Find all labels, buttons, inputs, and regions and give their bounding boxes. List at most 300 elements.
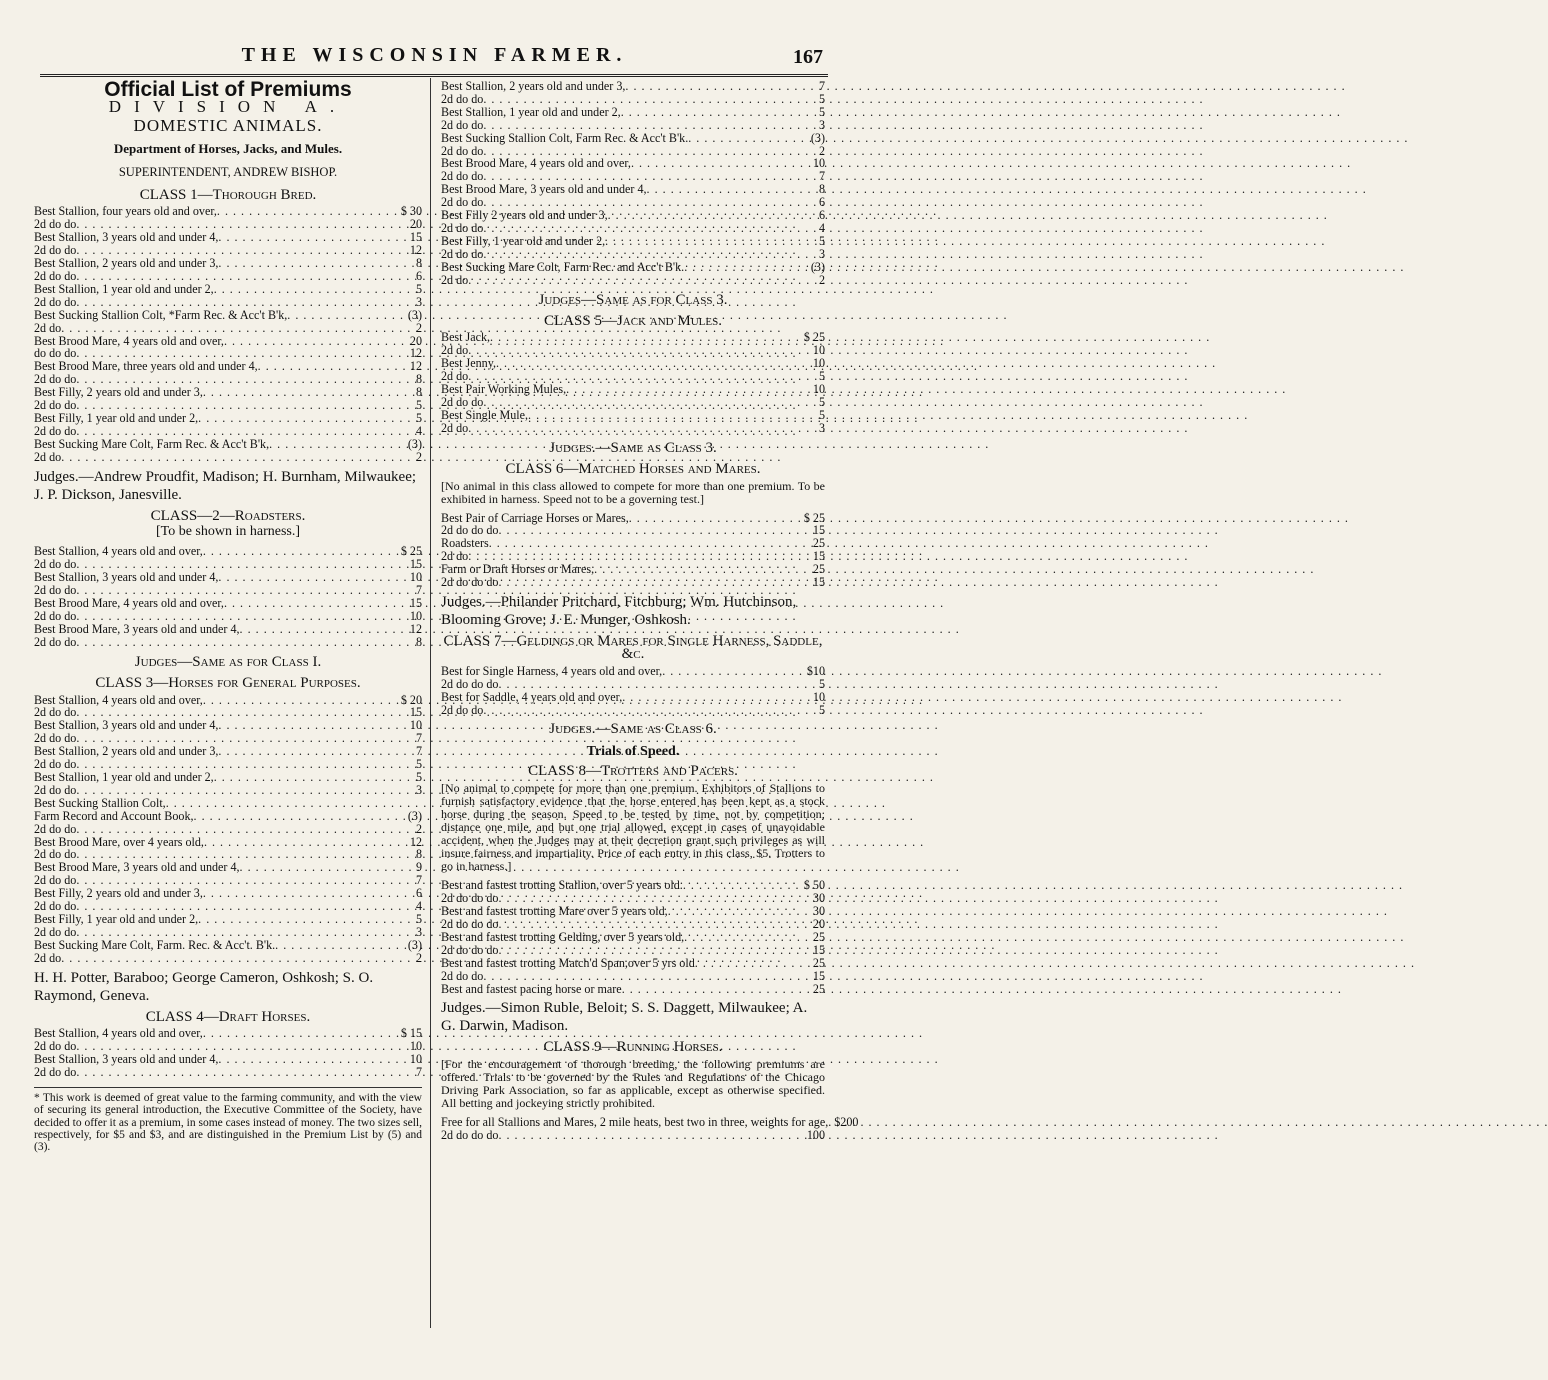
premium-amount: (3) bbox=[810, 130, 825, 145]
page-number: 167 bbox=[793, 46, 823, 68]
premium-label: 2d do do bbox=[34, 372, 77, 387]
premium-label: Best Stallion, 2 years old and under 3, bbox=[441, 79, 626, 93]
premium-row bbox=[441, 222, 825, 235]
premium-row bbox=[441, 918, 825, 931]
premium-amount: 25 bbox=[812, 955, 825, 970]
premium-label: Best Filly 2 years old and under 3, bbox=[441, 208, 608, 223]
department-title: Department of Horses, Jacks, and Mules. bbox=[113, 140, 343, 156]
dot-leader bbox=[622, 691, 811, 704]
dot-leader bbox=[483, 222, 817, 235]
premium-label: Best Stallion, 2 years old and under 3, bbox=[34, 256, 219, 271]
premium-list bbox=[34, 694, 422, 965]
premium-row bbox=[441, 383, 825, 396]
premium-amount: 12 bbox=[409, 243, 422, 258]
class-heading: CLASS 1—Thorough Bred. bbox=[139, 186, 317, 203]
premium-amount: 20 bbox=[409, 333, 422, 348]
premium-amount: 12 bbox=[409, 346, 422, 361]
premium-amount: 5 bbox=[415, 769, 422, 784]
premium-amount: 4 bbox=[818, 220, 825, 235]
premium-label: Best and fastest trotting Stallion, over 5 years old. bbox=[441, 878, 683, 893]
premium-label: Best Jack, bbox=[441, 330, 491, 345]
premium-list bbox=[34, 205, 422, 463]
header-rule bbox=[40, 74, 828, 77]
premium-label: 2d do do do bbox=[441, 575, 499, 590]
dot-leader bbox=[483, 704, 817, 717]
premium-amount: 2 bbox=[415, 821, 422, 836]
premium-amount: 10 bbox=[812, 382, 825, 397]
premium-row bbox=[34, 309, 422, 322]
premium-amount: 4 bbox=[415, 423, 422, 438]
superintendent: SUPERINTENDENT, ANDREW BISHOP. bbox=[118, 164, 338, 179]
premium-amount: 30 bbox=[812, 904, 825, 919]
running-head: THE WISCONSIN FARMER. bbox=[241, 44, 628, 66]
judges: H. H. Potter, Baraboo; George Cameron, Oshkosh; S. O. Raymond, Geneva. bbox=[34, 969, 374, 1004]
premium-amount: 2 bbox=[415, 320, 422, 335]
premium-label: Best Stallion, 3 years old and under 4, bbox=[34, 1052, 219, 1067]
class-note: [No animal to compete for more than one premium. Exhibitors of Stallions to furnish satisfactory evidence that the horse entered has been kept as a stock horse during the season. Speed to be tested by time, not by competition; distance one mile, and but one trial allowed, except in cases of unavoidable accident, when the Judges may at their decretion grant such privileges as will insure fairness and impartiality. Price of each entry in this class, $5. Trotters to go in harness.] bbox=[441, 781, 825, 874]
premium-amount: 6 bbox=[818, 208, 825, 223]
premium-amount: $200 bbox=[834, 1115, 859, 1130]
premium-amount: 12 bbox=[409, 834, 422, 849]
premium-amount: 15 bbox=[812, 968, 825, 983]
premium-row bbox=[34, 926, 422, 939]
premium-amount: 3 bbox=[818, 246, 825, 261]
dot-leader bbox=[194, 810, 406, 823]
premium-label: 2d do do do bbox=[441, 916, 499, 931]
dot-leader bbox=[214, 283, 414, 296]
premium-amount: 5 bbox=[818, 702, 825, 717]
premium-label: Best Sucking Stallion Colt, Farm Rec. & Acc't B'k. bbox=[441, 130, 689, 145]
premium-amount: 7 bbox=[415, 744, 422, 759]
premium-label: Best Brood Mare, 4 years old and over, bbox=[34, 596, 224, 610]
dot-leader bbox=[76, 296, 414, 309]
premium-row bbox=[34, 425, 422, 438]
premium-label: 2d do do bbox=[34, 423, 77, 438]
dot-leader bbox=[76, 425, 414, 438]
premium-list bbox=[34, 545, 422, 648]
dot-leader bbox=[498, 918, 810, 931]
premium-label: Best and fastest trotting Gelding, over 5 years old, bbox=[441, 929, 685, 944]
premium-row bbox=[34, 451, 422, 464]
premium-amount: 7 bbox=[415, 731, 422, 746]
premium-amount: 3 bbox=[818, 420, 825, 435]
premium-label: 2d do do bbox=[34, 634, 77, 649]
judges: Judges—Same as for Class 3. bbox=[538, 291, 728, 308]
dot-leader bbox=[688, 132, 809, 145]
premium-label: Best Pair of Carriage Horses or Mares, bbox=[441, 510, 629, 525]
premium-label: 2d do do bbox=[34, 557, 77, 572]
premium-label: Best Filly, 1 year old and under 2, bbox=[34, 911, 199, 926]
premium-label: 2d do do bbox=[441, 143, 484, 158]
premium-row bbox=[441, 235, 825, 248]
dot-leader bbox=[695, 957, 811, 970]
premium-amount: $10 bbox=[806, 663, 825, 678]
premium-amount: 2 bbox=[818, 272, 825, 287]
dot-leader bbox=[605, 235, 817, 248]
premium-amount: 15 bbox=[409, 596, 422, 610]
dot-leader bbox=[61, 952, 414, 965]
premium-row bbox=[34, 771, 422, 784]
premium-label: Best Brood Mare, 4 years old and over, bbox=[34, 333, 224, 348]
premium-amount: 5 bbox=[818, 369, 825, 384]
dot-leader bbox=[198, 913, 414, 926]
class-note: [No animal in this class allowed to compete for more than one premium. To be exhibited in harness. Speed not to be a governing test.] bbox=[441, 478, 825, 506]
premium-amount: 3 bbox=[415, 782, 422, 797]
premium-label: Best Brood Mare, 3 years old and under 4, bbox=[34, 860, 240, 875]
premium-amount: 12 bbox=[409, 359, 422, 374]
premium-label: 2d do do do bbox=[441, 523, 499, 538]
dot-leader bbox=[240, 623, 408, 636]
class-heading: CLASS 3—Horses for General Purposes. bbox=[95, 674, 361, 691]
judges: Judges.—Same as Class 6. bbox=[549, 721, 717, 738]
premium-label: 2d do do bbox=[441, 117, 484, 132]
premium-amount: 7 bbox=[415, 1065, 422, 1080]
premium-label: Best Sucking Mare Colt, Farm Rec. and Acc't B'k. bbox=[441, 259, 685, 274]
premium-row bbox=[441, 957, 825, 970]
premium-label: Best Filly, 1 year old and under 2, bbox=[34, 410, 199, 425]
premium-label: 2d do do bbox=[34, 217, 77, 232]
premium-amount: 5 bbox=[415, 757, 422, 772]
premium-label: 2d do bbox=[441, 369, 469, 384]
premium-label: Best Sucking Mare Colt, Farm Rec. & Acc't B'k, bbox=[34, 436, 270, 451]
premium-label: 2d do do bbox=[441, 702, 484, 717]
dot-leader bbox=[76, 610, 408, 623]
dot-leader bbox=[483, 93, 817, 106]
premium-label: 2d do do do bbox=[441, 891, 499, 906]
dot-leader bbox=[76, 900, 414, 913]
left-column bbox=[34, 80, 422, 1153]
premium-row bbox=[34, 597, 422, 610]
dot-leader bbox=[528, 409, 817, 422]
dot-leader bbox=[76, 1066, 414, 1079]
dot-leader bbox=[468, 422, 817, 435]
premium-amount: (3) bbox=[810, 259, 825, 274]
premium-amount: 6 bbox=[415, 268, 422, 283]
premium-row bbox=[441, 704, 825, 717]
premium-amount: 5 bbox=[818, 676, 825, 691]
premium-label: 2d do do bbox=[34, 1065, 77, 1080]
premium-row bbox=[34, 939, 422, 952]
dot-leader bbox=[76, 399, 414, 412]
dot-leader bbox=[275, 939, 406, 952]
premium-label: Best Single Mule, bbox=[441, 407, 529, 422]
premium-row bbox=[34, 322, 422, 335]
premium-label: Best Sucking Mare Colt, Farm. Rec. & Acc't. B'k. bbox=[34, 937, 276, 952]
premium-amount: 12 bbox=[409, 621, 422, 636]
class-heading: CLASS 6—Matched Horses and Mares. bbox=[505, 460, 761, 477]
right-column bbox=[441, 79, 859, 1143]
premium-row bbox=[34, 900, 422, 913]
judges: Judges.—Same as Class 3. bbox=[549, 439, 717, 456]
premium-label: 2d do do do bbox=[441, 676, 499, 691]
premium-label: 2d do do bbox=[34, 583, 77, 598]
premium-label: 2d do do bbox=[34, 899, 77, 914]
premium-amount: 7 bbox=[415, 583, 422, 598]
premium-amount: 8 bbox=[415, 634, 422, 649]
premium-label: Roadsters bbox=[441, 536, 489, 551]
premium-label: 2d do do bbox=[34, 243, 77, 258]
premium-label: 2d do do bbox=[34, 757, 77, 772]
premium-amount: 10 bbox=[409, 570, 422, 585]
premium-list bbox=[441, 331, 825, 434]
premium-amount: 6 bbox=[415, 886, 422, 901]
premium-row bbox=[441, 576, 825, 589]
dot-leader bbox=[483, 396, 817, 409]
premium-label: Best for Saddle, 4 years old and over, bbox=[441, 689, 623, 704]
premium-amount: $ 30 bbox=[400, 204, 422, 219]
premium-row bbox=[34, 270, 422, 283]
dot-leader bbox=[61, 322, 414, 335]
premium-amount: $ 15 bbox=[400, 1026, 422, 1041]
premium-label: 2d do do bbox=[441, 195, 484, 210]
premium-amount: 15 bbox=[409, 230, 422, 245]
premium-label: 2d do bbox=[441, 272, 469, 287]
premium-label: 2d do do bbox=[34, 294, 77, 309]
premium-label: 2d do bbox=[441, 343, 469, 358]
dot-leader bbox=[566, 383, 811, 396]
premium-amount: 20 bbox=[812, 916, 825, 931]
premium-amount: 3 bbox=[415, 924, 422, 939]
premium-amount: 3 bbox=[818, 117, 825, 132]
class-note: [For the encouragement of thorough breeding, the following premiums are offered. Trials to be governed by the Rules and Regulations of the Chicago Driving Park Association, so far as applicable, except as otherwise specified. All betting and jockeying strictly prohibited. bbox=[441, 1057, 825, 1111]
dot-leader bbox=[224, 597, 408, 610]
premium-label: Best and fastest trotting Match'd Span,over 5 yrs old bbox=[441, 955, 695, 970]
premium-row bbox=[441, 970, 825, 983]
premium-label: 2d do do bbox=[34, 782, 77, 797]
premium-row bbox=[441, 944, 825, 957]
premium-amount: 25 bbox=[812, 981, 825, 996]
dot-leader bbox=[166, 797, 420, 810]
premium-amount: 9 bbox=[415, 860, 422, 875]
dot-leader bbox=[498, 576, 810, 589]
premium-row bbox=[441, 396, 825, 409]
premium-label: 2d do bbox=[34, 950, 62, 965]
premium-label: Best Brood Mare, three years old and under 4, bbox=[34, 359, 258, 374]
premium-list bbox=[441, 80, 825, 287]
premium-row bbox=[441, 119, 825, 132]
premium-row bbox=[441, 261, 825, 274]
dot-leader bbox=[662, 665, 805, 678]
premium-amount: 15 bbox=[409, 557, 422, 572]
premium-amount: 5 bbox=[415, 398, 422, 413]
class-heading: CLASS 9—Running Horses. bbox=[543, 1039, 723, 1056]
premium-amount: 10 bbox=[812, 156, 825, 171]
judges: Judges.—Simon Ruble, Beloit; S. S. Daggett, Milwaukee; A. G. Darwin, Madison. bbox=[441, 1000, 808, 1035]
premium-row bbox=[34, 797, 422, 810]
premium-row bbox=[441, 106, 825, 119]
premium-amount: 3 bbox=[415, 294, 422, 309]
premium-list bbox=[441, 879, 825, 995]
dot-leader bbox=[498, 944, 810, 957]
premium-label: Best Filly, 2 years old and under 3, bbox=[34, 385, 203, 400]
premium-row bbox=[34, 623, 422, 636]
dot-leader bbox=[61, 451, 414, 464]
premium-label: Best Sucking Stallion Colt, *Farm Rec. & Acc't B'k, bbox=[34, 307, 288, 322]
premium-amount: $ 25 bbox=[803, 330, 825, 345]
premium-amount: 7 bbox=[818, 169, 825, 184]
premium-label: Best Stallion, 1 year old and under 2, bbox=[34, 769, 214, 784]
premium-amount: 100 bbox=[806, 1128, 825, 1143]
premium-amount: 15 bbox=[409, 705, 422, 720]
premium-amount: 5 bbox=[818, 394, 825, 409]
premium-amount: 8 bbox=[818, 182, 825, 197]
dot-leader bbox=[76, 636, 414, 649]
premium-label: 2d do bbox=[34, 320, 62, 335]
premium-label: Best Brood Mare, 3 years old and under 4, bbox=[34, 621, 240, 636]
dot-leader bbox=[76, 926, 414, 939]
dot-leader bbox=[684, 931, 811, 944]
premium-label: Best Brood Mare, 3 years old and under 4, bbox=[441, 182, 647, 197]
dot-leader bbox=[198, 412, 414, 425]
premium-label: 2d do do bbox=[34, 608, 77, 623]
premium-row bbox=[34, 610, 422, 623]
premium-row bbox=[34, 283, 422, 296]
premium-label: 2d do bbox=[34, 449, 62, 464]
premium-row bbox=[34, 399, 422, 412]
premium-amount: 10 bbox=[812, 689, 825, 704]
premium-row bbox=[34, 438, 422, 451]
premium-label: Best Stallion, 3 years old and under 4, bbox=[34, 718, 219, 733]
premium-row bbox=[34, 952, 422, 965]
dot-leader bbox=[498, 678, 817, 691]
premium-amount: 10 bbox=[812, 356, 825, 371]
premium-label: 2d do do bbox=[34, 268, 77, 283]
premium-label: Farm Record and Account Book, bbox=[34, 808, 194, 823]
premium-amount: 8 bbox=[415, 372, 422, 387]
premium-row bbox=[441, 248, 825, 261]
premium-amount: (3) bbox=[407, 808, 422, 823]
premium-label: 2d do do bbox=[441, 169, 484, 184]
premium-amount: 5 bbox=[818, 407, 825, 422]
premium-label: 2d do do bbox=[441, 246, 484, 261]
premium-label: 2d do do bbox=[34, 873, 77, 888]
premium-amount: 15 bbox=[812, 523, 825, 538]
premium-amount: 15 bbox=[812, 942, 825, 957]
judges: Judges.—Philander Pritchard, Fitchburg; Wm. Hutchinson, Blooming Grove; J. E. Munger, Oshkosh. bbox=[441, 594, 797, 628]
premium-label: 2d do do bbox=[441, 968, 484, 983]
premium-label: Best Stallion, four years old and over, bbox=[34, 204, 217, 219]
premium-label: Best Stallion, 2 years old and under 3, bbox=[34, 744, 219, 759]
judges: Judges—Same as for Class I. bbox=[134, 653, 322, 670]
premium-amount: $ 25 bbox=[803, 510, 825, 525]
premium-amount: 8 bbox=[415, 847, 422, 862]
dot-leader bbox=[622, 983, 811, 996]
premium-list bbox=[441, 665, 825, 717]
judges: Judges.—Andrew Proudfit, Madison; H. Burnham, Milwaukee; J. P. Dickson, Janesville. bbox=[34, 468, 417, 503]
premium-amount: 5 bbox=[415, 281, 422, 296]
class-heading: CLASS 4—Draft Horses. bbox=[145, 1008, 311, 1025]
premium-row bbox=[34, 784, 422, 797]
premium-label: Best Stallion, 3 years old and under 4, bbox=[34, 570, 219, 585]
premium-amount: 10 bbox=[812, 343, 825, 358]
premium-label: 2d do do bbox=[441, 91, 484, 106]
premium-label: 2d do do bbox=[34, 821, 77, 836]
premium-row bbox=[441, 678, 825, 691]
premium-label: Best Stallion, 1 year old and under 2, bbox=[34, 281, 214, 296]
premium-label: 2d do do bbox=[34, 705, 77, 720]
premium-label: 2d do do bbox=[34, 731, 77, 746]
premium-amount: (3) bbox=[407, 937, 422, 952]
premium-row bbox=[441, 93, 825, 106]
dot-leader bbox=[76, 784, 414, 797]
class-heading: CLASS 8—Trotters and Pacers. bbox=[528, 763, 738, 780]
premium-row bbox=[441, 665, 825, 678]
premium-label: Best Brood Mare, 4 years old and over, bbox=[441, 156, 631, 171]
dot-leader bbox=[269, 438, 406, 451]
premium-amount: 20 bbox=[409, 217, 422, 232]
premium-row bbox=[441, 132, 825, 145]
class-heading: CLASS—2—Roadsters. bbox=[150, 507, 306, 524]
premium-amount: 7 bbox=[415, 873, 422, 888]
dot-leader bbox=[468, 274, 817, 287]
premium-row bbox=[34, 913, 422, 926]
premium-label: Best Filly, 2 years old and under 3, bbox=[34, 886, 203, 901]
premium-row bbox=[34, 636, 422, 649]
premium-list bbox=[441, 512, 825, 589]
premium-amount: 30 bbox=[812, 891, 825, 906]
premium-label: 2d do bbox=[441, 549, 469, 564]
premium-label: 2d do do do bbox=[441, 942, 499, 957]
dot-leader bbox=[684, 261, 809, 274]
premium-row bbox=[441, 691, 825, 704]
premium-amount: 7 bbox=[818, 79, 825, 93]
premium-label: 2d do do bbox=[441, 394, 484, 409]
premium-label: Best and fastest trotting Mare over 5 years old, bbox=[441, 904, 668, 919]
premium-amount: 5 bbox=[818, 233, 825, 248]
list-title: Official List of Premiums bbox=[104, 78, 352, 101]
premium-row bbox=[441, 422, 825, 435]
premium-amount: 8 bbox=[415, 385, 422, 400]
premium-label: Best Sucking Stallion Colt, bbox=[34, 795, 166, 810]
premium-label: do do do bbox=[34, 346, 77, 361]
premium-amount: 10 bbox=[409, 1052, 422, 1067]
premium-label: 2d do do bbox=[441, 220, 484, 235]
premium-amount: 6 bbox=[818, 195, 825, 210]
premium-amount: $ 50 bbox=[803, 878, 825, 893]
dot-leader bbox=[287, 309, 406, 322]
premium-label: Best Stallion, 1 year old and under 2, bbox=[441, 104, 621, 119]
premium-label: 2d do do do bbox=[441, 1128, 499, 1143]
premium-amount: 5 bbox=[818, 104, 825, 119]
premium-label: 2d do do bbox=[34, 1039, 77, 1054]
premium-label: Best Brood Mare, over 4 years old, bbox=[34, 834, 204, 849]
premium-row bbox=[441, 931, 825, 944]
premium-label: Best Filly, 1 year old and under 2, bbox=[441, 233, 606, 248]
premium-row bbox=[441, 80, 825, 93]
premium-label: Best Stallion, 4 years old and over, bbox=[34, 1026, 203, 1041]
domestic-animals-title: DOMESTIC ANIMALS. bbox=[133, 115, 323, 135]
dot-leader bbox=[76, 823, 414, 836]
premium-amount: 4 bbox=[415, 899, 422, 914]
premium-amount: 5 bbox=[415, 410, 422, 425]
premium-label: Best and fastest pacing horse or mare bbox=[441, 981, 622, 996]
premium-row bbox=[34, 1066, 422, 1079]
premium-amount: 25 bbox=[812, 562, 825, 577]
premium-amount: 25 bbox=[812, 536, 825, 551]
class-heading: CLASS 7—Geldings or Mares for Single Harness, Saddle, &c. bbox=[443, 633, 823, 662]
premium-label: Best for Single Harness, 4 years old and over, bbox=[441, 663, 663, 678]
dot-leader bbox=[621, 106, 817, 119]
premium-amount: 8 bbox=[415, 256, 422, 271]
premium-amount: $ 25 bbox=[400, 544, 422, 559]
premium-row bbox=[441, 274, 825, 287]
premium-list bbox=[441, 1115, 859, 1143]
premium-label: Best Pair Working Mules, bbox=[441, 382, 567, 397]
dot-leader bbox=[498, 1129, 804, 1142]
premium-amount: 2 bbox=[415, 950, 422, 965]
class-heading: CLASS 5—Jack and Mules. bbox=[544, 312, 722, 329]
dot-leader bbox=[483, 970, 811, 983]
